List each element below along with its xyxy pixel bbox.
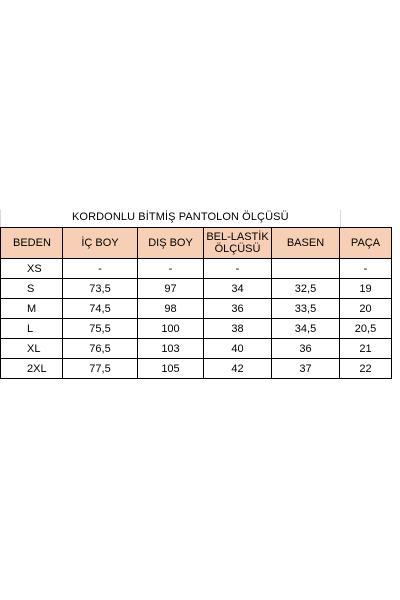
header-cell-basen: BASEN <box>272 228 340 259</box>
header-cell-paca: PAÇA <box>340 228 392 259</box>
header-cell-beden: BEDEN <box>1 228 63 259</box>
table-cell: 36 <box>204 299 272 319</box>
table-cell: 20,5 <box>340 319 392 339</box>
table-cell: 103 <box>138 339 204 359</box>
table-cell: - <box>138 259 204 279</box>
table-title: KORDONLU BİTMİŞ PANTOLON ÖLÇÜSÜ <box>72 211 289 223</box>
header-cell-bel-lastik <box>204 228 272 259</box>
header-bel-lastik-line2: ÖLÇÜSÜ <box>214 243 261 255</box>
table-row <box>1 299 392 319</box>
table-cell: 22 <box>340 359 392 379</box>
table-cell: 34 <box>204 279 272 299</box>
table-row <box>1 279 392 299</box>
table-cell: 105 <box>138 359 204 379</box>
table-cell: 20 <box>340 299 392 319</box>
grid-line <box>340 210 341 227</box>
header-bel-lastik-line1: BEL-LASTİK <box>206 231 269 243</box>
header-cell-ic-boy: İÇ BOY <box>63 228 138 259</box>
table-cell: 38 <box>204 319 272 339</box>
table-cell: 97 <box>138 279 204 299</box>
table-cell: 77,5 <box>63 359 138 379</box>
table-cell: - <box>340 259 392 279</box>
size-table <box>0 227 392 379</box>
table-cell: 42 <box>204 359 272 379</box>
table-cell: 74,5 <box>63 299 138 319</box>
size-cell: XS <box>1 259 63 279</box>
table-cell: 40 <box>204 339 272 359</box>
size-cell: XL <box>1 339 63 359</box>
table-cell: - <box>204 259 272 279</box>
size-cell: S <box>1 279 63 299</box>
table-cell: 37 <box>272 359 340 379</box>
table-cell: 33,5 <box>272 299 340 319</box>
table-row <box>1 319 392 339</box>
table-cell: 76,5 <box>63 339 138 359</box>
table-row <box>1 359 392 379</box>
size-cell: L <box>1 319 63 339</box>
header-cell-dis-boy: DIŞ BOY <box>138 228 204 259</box>
table-cell: 32,5 <box>272 279 340 299</box>
table-cell: 36 <box>272 339 340 359</box>
table-cell: 19 <box>340 279 392 299</box>
table-cell: 75,5 <box>63 319 138 339</box>
title-row <box>0 210 400 227</box>
table-row <box>1 339 392 359</box>
size-cell: 2XL <box>1 359 63 379</box>
table-cell: 73,5 <box>63 279 138 299</box>
table-cell <box>272 259 340 279</box>
table-cell: 98 <box>138 299 204 319</box>
size-cell: M <box>1 299 63 319</box>
table-cell: - <box>63 259 138 279</box>
grid-line <box>0 210 1 227</box>
table-header-row <box>1 228 392 259</box>
table-cell: 100 <box>138 319 204 339</box>
table-cell: 21 <box>340 339 392 359</box>
table-row <box>1 259 392 279</box>
table-cell: 34,5 <box>272 319 340 339</box>
